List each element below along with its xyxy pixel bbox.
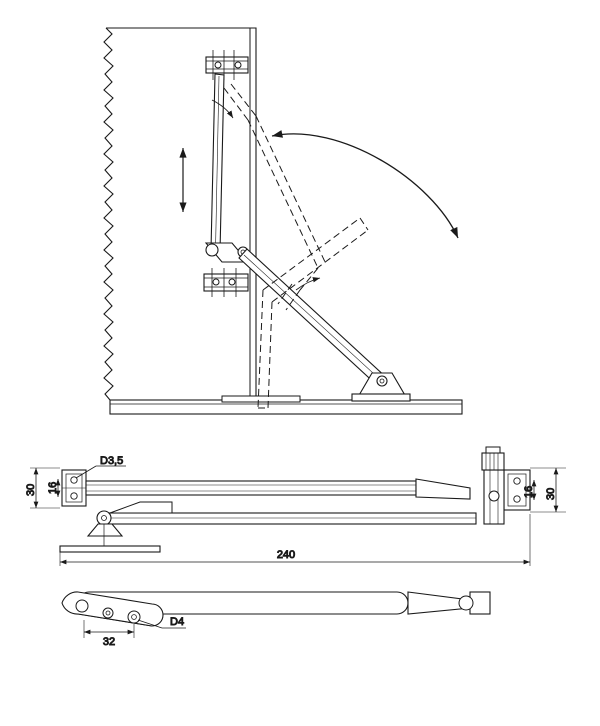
bottom-body (62, 592, 490, 626)
dimension-bracket-spacing-label: 32 (102, 636, 116, 648)
dimension-hole-bottom-label: D4 (170, 616, 185, 628)
plan-view (25, 447, 566, 566)
diagonal-stay-arm (239, 249, 410, 401)
right-mounting-plate (482, 447, 530, 524)
wall-section (104, 28, 256, 400)
left-mounting-plate (62, 470, 86, 506)
lower-bracket (204, 268, 248, 297)
side-elevation-view (104, 28, 462, 414)
dimension-height-inner (47, 479, 59, 497)
dimension-length-overall-label: 240 (276, 549, 296, 561)
swing-arc-arrow (272, 134, 458, 238)
dimension-bracket-spacing (84, 620, 134, 648)
stay-lower-arm (60, 502, 476, 552)
dimension-height-right-overall-label: 30 (545, 487, 557, 500)
dimension-hole-top-label: D3,5 (100, 455, 124, 467)
open-position-phantom (224, 84, 368, 408)
bottom-view (62, 592, 490, 648)
dimension-height-right-overall (530, 468, 566, 512)
dimension-height-right-inner-label: 16 (523, 485, 535, 498)
stay-main-bar (86, 479, 470, 499)
top-bracket (206, 50, 248, 80)
dimension-height-inner-label: 16 (47, 481, 59, 494)
dimension-height-overall-label: 30 (25, 483, 37, 496)
knurled-knob (482, 447, 504, 470)
